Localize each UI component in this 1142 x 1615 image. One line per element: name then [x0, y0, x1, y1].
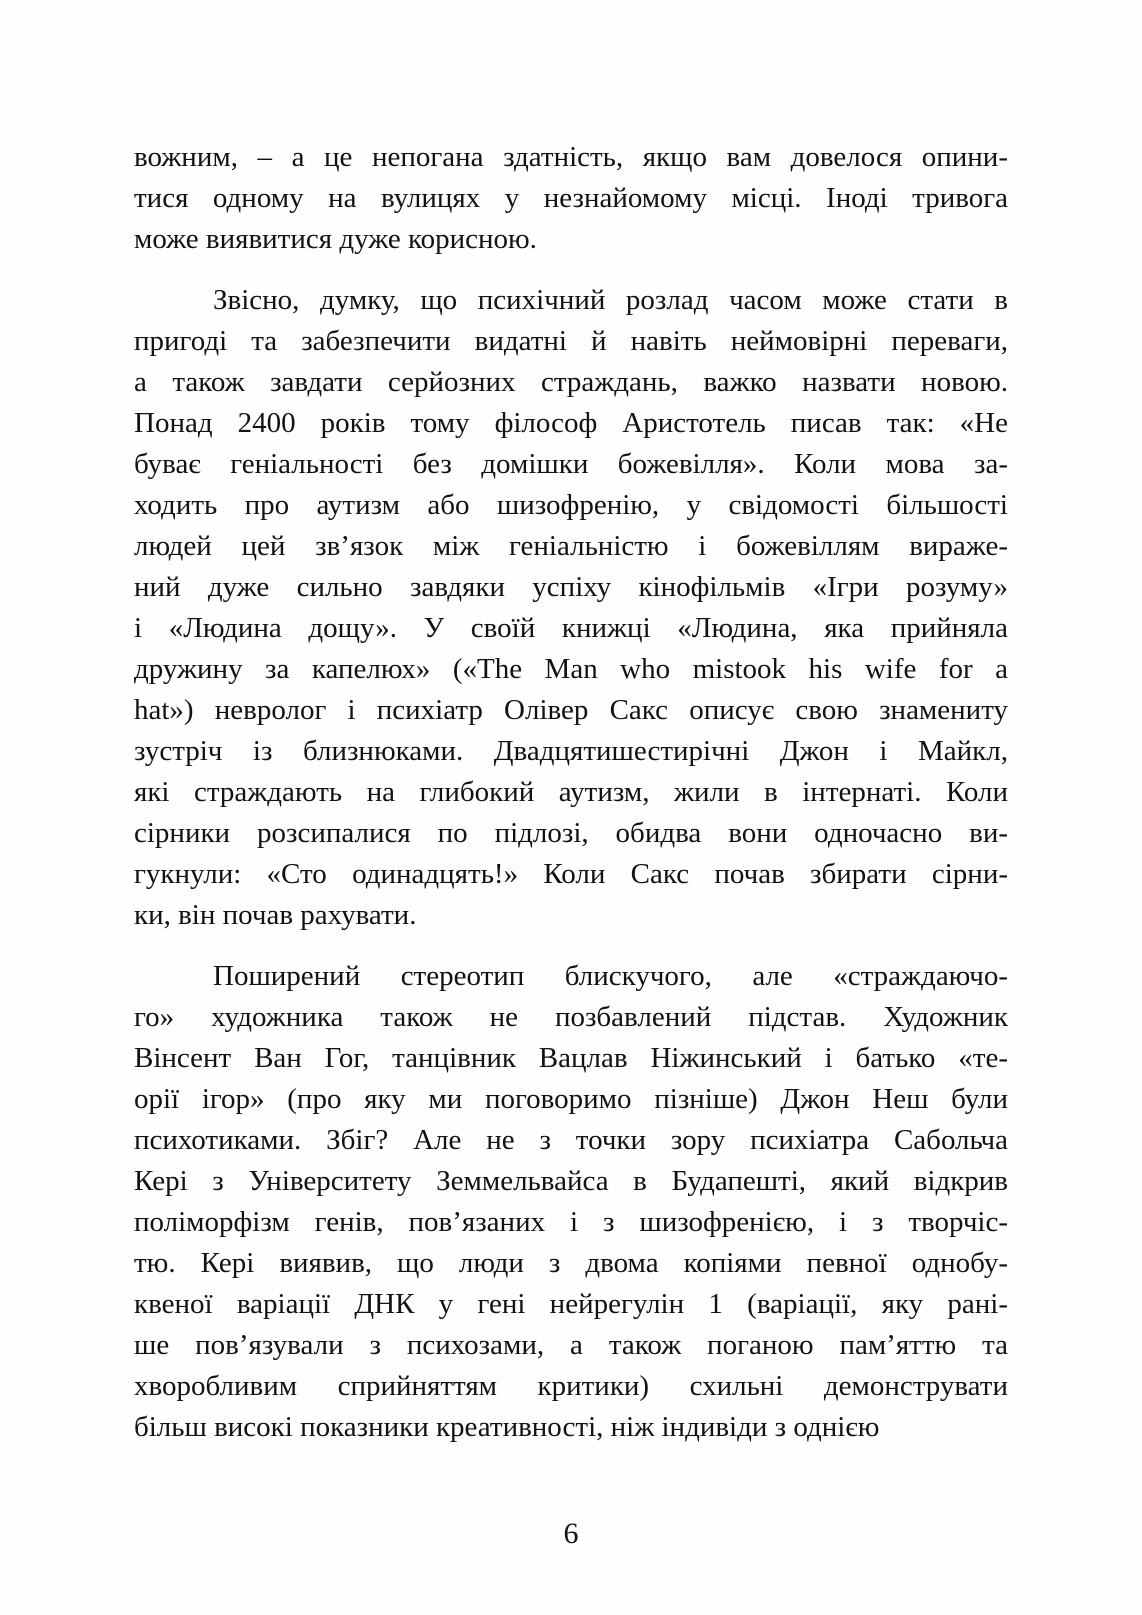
- paragraph: [134, 280, 1008, 936]
- paragraph: [134, 956, 1008, 1448]
- text-line: hat») невролог і психіатр Олівер Сакс описує свою знамениту: [134, 694, 1008, 726]
- text-line: Кері з Університету Земмельвайса в Будапешті, який відкрив: [134, 1165, 1008, 1197]
- text-line: ше пов’язували з психозами, а також поганою пам’яттю та: [134, 1329, 1008, 1361]
- text-line: вожним, – а це непогана здатність, якщо вам довелося опини-: [134, 141, 1008, 173]
- paragraph: [134, 137, 1008, 260]
- text-line: ходить про аутизм або шизофренію, у свідомості більшості: [134, 489, 1008, 521]
- text-line: які страждають на глибокий аутизм, жили в інтернаті. Коли: [134, 776, 1008, 808]
- text-line: ний дуже сильно завдяки успіху кінофільмів «Ігри розуму»: [134, 571, 1008, 603]
- text-line: сірники розсипалися по підлозі, обидва вони одночасно ви-: [134, 817, 1008, 849]
- text-line: Поширений стереотип блискучого, але «страждаючо-: [213, 960, 1008, 992]
- text-line: психотиками. Збіг? Але не з точки зору психіатра Сабольча: [134, 1124, 1008, 1156]
- text-line: поліморфізм генів, пов’язаних і з шизофренією, і з творчіс-: [134, 1206, 1008, 1238]
- text-line: хворобливим сприйняттям критики) схильні демонструвати: [134, 1370, 1008, 1402]
- text-line: ки, він почав рахувати.: [134, 899, 417, 931]
- text-line: дружину за капелюх» («The Man who mistook his wife for a: [134, 653, 1008, 685]
- text-line: орії ігор» (про яку ми поговоримо пізніше) Джон Неш були: [134, 1083, 1008, 1115]
- text-line: а також завдати серйозних страждань, важко назвати новою.: [134, 366, 1008, 398]
- text-line: зустріч із близнюками. Двадцятишестирічні Джон і Майкл,: [134, 735, 1008, 767]
- page-text: [134, 137, 1008, 1448]
- text-line: тися одному на вулицях у незнайомому місці. Іноді тривога: [134, 182, 1008, 214]
- page-footer: [134, 1513, 1008, 1554]
- text-line: людей цей зв’язок між геніальністю і божевіллям вираже-: [134, 530, 1008, 562]
- text-line: і «Людина дощу». У своїй книжці «Людина, яка прийняла: [134, 612, 1008, 644]
- page-number: 6: [563, 1517, 579, 1550]
- text-line: Вінсент Ван Гог, танцівник Вацлав Ніжинський і батько «те-: [134, 1042, 1008, 1074]
- text-line: гукнули: «Сто одинадцять!» Коли Сакс почав збирати сірни-: [134, 858, 1008, 890]
- text-line: квеної варіації ДНК у гені нейрегулін 1 (варіації, яку рані-: [134, 1288, 1008, 1320]
- text-line: тю. Кері виявив, що люди з двома копіями певної однобу-: [134, 1247, 1008, 1279]
- text-line: може виявитися дуже корисною.: [134, 223, 537, 255]
- text-line: Понад 2400 років тому філософ Аристотель писав так: «Не: [134, 407, 1008, 439]
- text-line: пригоді та забезпечити видатні й навіть неймовірні переваги,: [134, 325, 1008, 357]
- text-line: го» художника також не позбавлений підстав. Художник: [134, 1001, 1008, 1033]
- text-line: Звісно, думку, що психічний розлад часом може стати в: [213, 284, 1008, 316]
- text-line: більш високі показники креативності, ніж індивіди з однією: [134, 1411, 880, 1443]
- text-line: буває геніальності без домішки божевілля». Коли мова за-: [134, 448, 1008, 480]
